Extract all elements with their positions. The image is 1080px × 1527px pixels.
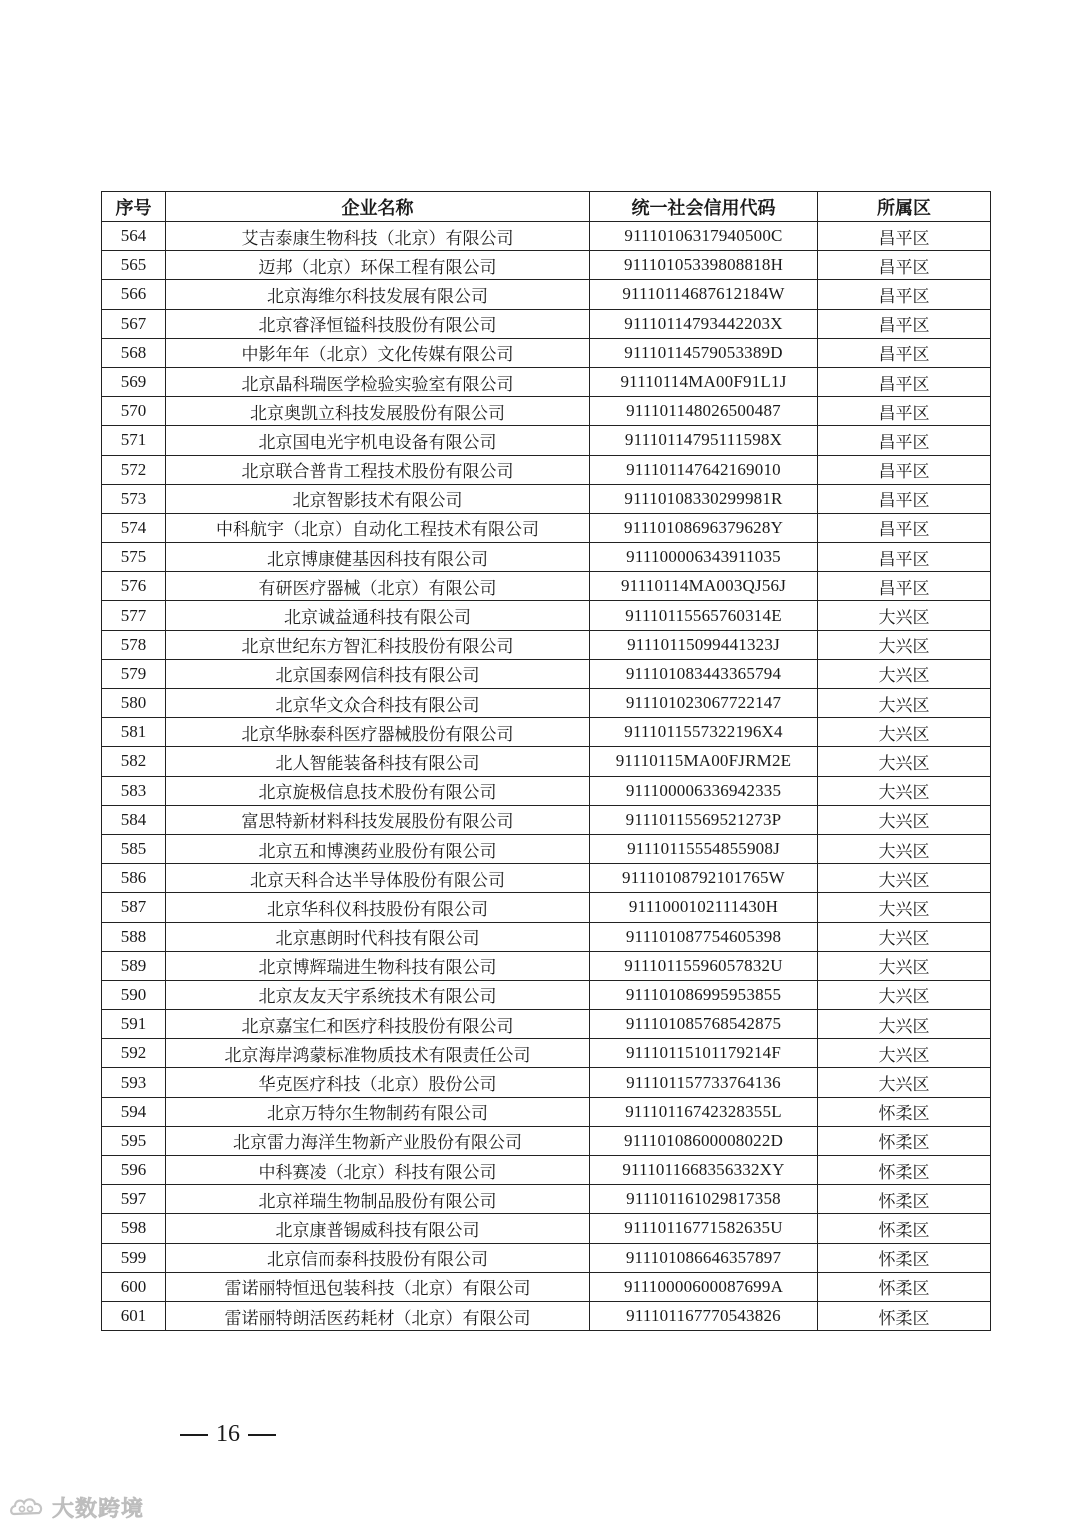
page-number bbox=[172, 1421, 284, 1448]
watermark bbox=[8, 1490, 144, 1524]
cell-credit-code: 91110115101179214F bbox=[590, 1039, 818, 1068]
cell-company-name: 北京华文众合科技有限公司 bbox=[166, 689, 590, 718]
cell-index: 590 bbox=[102, 980, 166, 1009]
cell-district: 昌平区 bbox=[818, 426, 991, 455]
table-row bbox=[102, 1301, 991, 1330]
cell-index: 583 bbox=[102, 776, 166, 805]
table-row bbox=[102, 1010, 991, 1039]
cell-index: 577 bbox=[102, 601, 166, 630]
cell-company-name: 雷诺丽特恒迅包装科技（北京）有限公司 bbox=[166, 1272, 590, 1301]
page-number-value: 16 bbox=[216, 1421, 240, 1447]
cell-company-name: 迈邦（北京）环保工程有限公司 bbox=[166, 251, 590, 280]
cell-company-name: 北京海岸鸿蒙标准物质技术有限责任公司 bbox=[166, 1039, 590, 1068]
table-row bbox=[102, 601, 991, 630]
table-row bbox=[102, 426, 991, 455]
cell-company-name: 北京晶科瑞医学检验实验室有限公司 bbox=[166, 367, 590, 396]
cell-district: 大兴区 bbox=[818, 718, 991, 747]
company-list-table bbox=[101, 191, 991, 1331]
cell-district: 大兴区 bbox=[818, 951, 991, 980]
cell-district: 昌平区 bbox=[818, 309, 991, 338]
cell-company-name: 北京信而泰科技股份有限公司 bbox=[166, 1243, 590, 1272]
table-row bbox=[102, 397, 991, 426]
cell-credit-code: 91110114MA00F91L1J bbox=[590, 367, 818, 396]
cell-company-name: 北京天科合达半导体股份有限公司 bbox=[166, 864, 590, 893]
cell-index: 592 bbox=[102, 1039, 166, 1068]
cell-company-name: 北京康普锡威科技有限公司 bbox=[166, 1214, 590, 1243]
cell-district: 大兴区 bbox=[818, 834, 991, 863]
cell-index: 587 bbox=[102, 893, 166, 922]
cell-district: 大兴区 bbox=[818, 776, 991, 805]
cell-company-name: 北京世纪东方智汇科技股份有限公司 bbox=[166, 630, 590, 659]
table-row bbox=[102, 689, 991, 718]
table-header bbox=[102, 192, 991, 222]
cell-credit-code: 91110115565760314E bbox=[590, 601, 818, 630]
cell-district: 怀柔区 bbox=[818, 1214, 991, 1243]
table-row bbox=[102, 1185, 991, 1214]
cell-credit-code: 911101023067722147 bbox=[590, 689, 818, 718]
cell-credit-code: 91110108792101765W bbox=[590, 864, 818, 893]
cell-index: 597 bbox=[102, 1185, 166, 1214]
table-row bbox=[102, 630, 991, 659]
column-header-district: 所属区 bbox=[818, 192, 991, 222]
table-row bbox=[102, 893, 991, 922]
cell-district: 大兴区 bbox=[818, 864, 991, 893]
cell-company-name: 北京祥瑞生物制品股份有限公司 bbox=[166, 1185, 590, 1214]
cell-index: 585 bbox=[102, 834, 166, 863]
table-row bbox=[102, 222, 991, 251]
cell-district: 昌平区 bbox=[818, 572, 991, 601]
cell-district: 怀柔区 bbox=[818, 1243, 991, 1272]
cell-company-name: 艾吉泰康生物科技（北京）有限公司 bbox=[166, 222, 590, 251]
cell-district: 怀柔区 bbox=[818, 1185, 991, 1214]
cell-index: 594 bbox=[102, 1097, 166, 1126]
page-number-right-dash bbox=[248, 1434, 276, 1436]
cell-credit-code: 91110115596057832U bbox=[590, 951, 818, 980]
table-row bbox=[102, 513, 991, 542]
cell-index: 566 bbox=[102, 280, 166, 309]
cell-credit-code: 91110114579053389D bbox=[590, 338, 818, 367]
column-header-company-name: 企业名称 bbox=[166, 192, 590, 222]
cell-district: 大兴区 bbox=[818, 1068, 991, 1097]
cell-company-name: 北京嘉宝仁和医疗科技股份有限公司 bbox=[166, 1010, 590, 1039]
cell-index: 595 bbox=[102, 1126, 166, 1155]
cell-index: 570 bbox=[102, 397, 166, 426]
cell-district: 大兴区 bbox=[818, 659, 991, 688]
cell-company-name: 有研医疗器械（北京）有限公司 bbox=[166, 572, 590, 601]
cell-district: 昌平区 bbox=[818, 222, 991, 251]
table-row bbox=[102, 659, 991, 688]
cell-credit-code: 911101147642169010 bbox=[590, 455, 818, 484]
table-row bbox=[102, 747, 991, 776]
cell-credit-code: 911100006336942335 bbox=[590, 776, 818, 805]
cell-credit-code: 911101086995953855 bbox=[590, 980, 818, 1009]
cell-district: 怀柔区 bbox=[818, 1156, 991, 1185]
table-row bbox=[102, 718, 991, 747]
cell-company-name: 北京华科仪科技股份有限公司 bbox=[166, 893, 590, 922]
cell-company-name: 中科赛凌（北京）科技有限公司 bbox=[166, 1156, 590, 1185]
cell-company-name: 北京海维尔科技发展有限公司 bbox=[166, 280, 590, 309]
cell-credit-code: 91110115554855908J bbox=[590, 834, 818, 863]
table-body bbox=[102, 222, 991, 1331]
table-header-row bbox=[102, 192, 991, 222]
cell-company-name: 北京博辉瑞进生物科技有限公司 bbox=[166, 951, 590, 980]
cell-company-name: 北京旋极信息技术股份有限公司 bbox=[166, 776, 590, 805]
cell-company-name: 北京智影技术有限公司 bbox=[166, 484, 590, 513]
cell-index: 573 bbox=[102, 484, 166, 513]
cell-index: 575 bbox=[102, 543, 166, 572]
cell-index: 582 bbox=[102, 747, 166, 776]
cell-credit-code: 9111011668356332XY bbox=[590, 1156, 818, 1185]
cell-district: 昌平区 bbox=[818, 513, 991, 542]
cell-index: 571 bbox=[102, 426, 166, 455]
table-row bbox=[102, 834, 991, 863]
cell-credit-code: 91110116742328355L bbox=[590, 1097, 818, 1126]
cell-district: 怀柔区 bbox=[818, 1272, 991, 1301]
cell-credit-code: 911101167770543826 bbox=[590, 1301, 818, 1330]
table-row bbox=[102, 338, 991, 367]
cell-credit-code: 911101085768542875 bbox=[590, 1010, 818, 1039]
cell-credit-code: 911101157733764136 bbox=[590, 1068, 818, 1097]
cell-credit-code: 9111011557322196X4 bbox=[590, 718, 818, 747]
cell-credit-code: 91110108696379628Y bbox=[590, 513, 818, 542]
cell-credit-code: 911101086646357897 bbox=[590, 1243, 818, 1272]
cloud-logo-icon bbox=[8, 1494, 48, 1520]
cell-credit-code: 91110105339808818H bbox=[590, 251, 818, 280]
cell-index: 568 bbox=[102, 338, 166, 367]
cell-index: 580 bbox=[102, 689, 166, 718]
cell-company-name: 北京国电光宇机电设备有限公司 bbox=[166, 426, 590, 455]
cell-district: 大兴区 bbox=[818, 689, 991, 718]
cell-index: 601 bbox=[102, 1301, 166, 1330]
cell-index: 576 bbox=[102, 572, 166, 601]
cell-index: 567 bbox=[102, 309, 166, 338]
table-row bbox=[102, 367, 991, 396]
table-row bbox=[102, 1126, 991, 1155]
column-header-index: 序号 bbox=[102, 192, 166, 222]
cell-index: 599 bbox=[102, 1243, 166, 1272]
cell-district: 大兴区 bbox=[818, 922, 991, 951]
cell-index: 569 bbox=[102, 367, 166, 396]
table-row bbox=[102, 251, 991, 280]
cell-index: 596 bbox=[102, 1156, 166, 1185]
table-row bbox=[102, 864, 991, 893]
cell-district: 大兴区 bbox=[818, 747, 991, 776]
cell-credit-code: 911100006343911035 bbox=[590, 543, 818, 572]
table-row bbox=[102, 1272, 991, 1301]
cell-index: 574 bbox=[102, 513, 166, 542]
table-row bbox=[102, 776, 991, 805]
cell-district: 昌平区 bbox=[818, 397, 991, 426]
table-row bbox=[102, 922, 991, 951]
cell-index: 593 bbox=[102, 1068, 166, 1097]
cell-company-name: 北京诚益通科技有限公司 bbox=[166, 601, 590, 630]
table-row bbox=[102, 484, 991, 513]
cell-district: 怀柔区 bbox=[818, 1097, 991, 1126]
cell-index: 584 bbox=[102, 805, 166, 834]
cell-index: 581 bbox=[102, 718, 166, 747]
cell-index: 564 bbox=[102, 222, 166, 251]
cell-credit-code: 91110115099441323J bbox=[590, 630, 818, 659]
cell-district: 大兴区 bbox=[818, 980, 991, 1009]
cell-district: 昌平区 bbox=[818, 543, 991, 572]
table-row bbox=[102, 980, 991, 1009]
cell-credit-code: 911101087754605398 bbox=[590, 922, 818, 951]
cell-company-name: 中科航宇（北京）自动化工程技术有限公司 bbox=[166, 513, 590, 542]
cell-district: 大兴区 bbox=[818, 1010, 991, 1039]
table-row bbox=[102, 1097, 991, 1126]
table-row bbox=[102, 455, 991, 484]
cell-district: 昌平区 bbox=[818, 367, 991, 396]
table-row bbox=[102, 543, 991, 572]
cell-index: 572 bbox=[102, 455, 166, 484]
table-row bbox=[102, 572, 991, 601]
cell-index: 579 bbox=[102, 659, 166, 688]
cell-district: 昌平区 bbox=[818, 484, 991, 513]
cell-company-name: 华克医疗科技（北京）股份公司 bbox=[166, 1068, 590, 1097]
cell-index: 598 bbox=[102, 1214, 166, 1243]
cell-index: 589 bbox=[102, 951, 166, 980]
cell-credit-code: 911101161029817358 bbox=[590, 1185, 818, 1214]
cell-credit-code: 91110114793442203X bbox=[590, 309, 818, 338]
cell-company-name: 北京友友天宇系统技术有限公司 bbox=[166, 980, 590, 1009]
table-row bbox=[102, 1156, 991, 1185]
table-row bbox=[102, 309, 991, 338]
cell-credit-code: 91110114795111598X bbox=[590, 426, 818, 455]
table-row bbox=[102, 280, 991, 309]
table-row bbox=[102, 805, 991, 834]
cell-district: 大兴区 bbox=[818, 893, 991, 922]
cell-credit-code: 9111000102111430H bbox=[590, 893, 818, 922]
cell-district: 昌平区 bbox=[818, 280, 991, 309]
cell-company-name: 北京雷力海洋生物新产业股份有限公司 bbox=[166, 1126, 590, 1155]
cell-district: 大兴区 bbox=[818, 630, 991, 659]
cell-company-name: 雷诺丽特朗活医药耗材（北京）有限公司 bbox=[166, 1301, 590, 1330]
cell-credit-code: 91110108330299981R bbox=[590, 484, 818, 513]
cell-district: 大兴区 bbox=[818, 601, 991, 630]
watermark-text: 大数跨境 bbox=[52, 1496, 145, 1522]
cell-credit-code: 91110114MA003QJ56J bbox=[590, 572, 818, 601]
cell-index: 578 bbox=[102, 630, 166, 659]
cell-district: 昌平区 bbox=[818, 455, 991, 484]
cell-company-name: 北京国泰网信科技有限公司 bbox=[166, 659, 590, 688]
cell-company-name: 北京联合普肯工程技术股份有限公司 bbox=[166, 455, 590, 484]
cell-district: 怀柔区 bbox=[818, 1126, 991, 1155]
cell-index: 588 bbox=[102, 922, 166, 951]
cell-credit-code: 91110116771582635U bbox=[590, 1214, 818, 1243]
table-row bbox=[102, 1243, 991, 1272]
table-row bbox=[102, 1039, 991, 1068]
cell-credit-code: 911101148026500487 bbox=[590, 397, 818, 426]
cell-credit-code: 91110106317940500C bbox=[590, 222, 818, 251]
cell-district: 大兴区 bbox=[818, 1039, 991, 1068]
cell-company-name: 中影年年（北京）文化传媒有限公司 bbox=[166, 338, 590, 367]
cell-district: 大兴区 bbox=[818, 805, 991, 834]
cell-company-name: 北京奥凯立科技发展股份有限公司 bbox=[166, 397, 590, 426]
cell-company-name: 北京惠朗时代科技有限公司 bbox=[166, 922, 590, 951]
cell-district: 怀柔区 bbox=[818, 1301, 991, 1330]
page-number-left-dash bbox=[180, 1434, 208, 1436]
table-row bbox=[102, 1068, 991, 1097]
cell-company-name: 北京华脉泰科医疗器械股份有限公司 bbox=[166, 718, 590, 747]
cell-company-name: 北京万特尔生物制药有限公司 bbox=[166, 1097, 590, 1126]
cell-credit-code: 91110115MA00FJRM2E bbox=[590, 747, 818, 776]
cell-company-name: 北京五和博澳药业股份有限公司 bbox=[166, 834, 590, 863]
cell-index: 565 bbox=[102, 251, 166, 280]
cell-company-name: 富思特新材料科技发展股份有限公司 bbox=[166, 805, 590, 834]
cell-index: 591 bbox=[102, 1010, 166, 1039]
table-row bbox=[102, 951, 991, 980]
cell-credit-code: 911101083443365794 bbox=[590, 659, 818, 688]
cell-district: 昌平区 bbox=[818, 338, 991, 367]
column-header-credit-code: 统一社会信用代码 bbox=[590, 192, 818, 222]
cell-credit-code: 91110000600087699A bbox=[590, 1272, 818, 1301]
cell-index: 600 bbox=[102, 1272, 166, 1301]
cell-credit-code: 91110108600008022D bbox=[590, 1126, 818, 1155]
cell-company-name: 北京睿泽恒镒科技股份有限公司 bbox=[166, 309, 590, 338]
cell-credit-code: 91110114687612184W bbox=[590, 280, 818, 309]
table-row bbox=[102, 1214, 991, 1243]
cell-company-name: 北人智能装备科技有限公司 bbox=[166, 747, 590, 776]
cell-index: 586 bbox=[102, 864, 166, 893]
cell-credit-code: 91110115569521273P bbox=[590, 805, 818, 834]
cell-company-name: 北京博康健基因科技有限公司 bbox=[166, 543, 590, 572]
cell-district: 昌平区 bbox=[818, 251, 991, 280]
